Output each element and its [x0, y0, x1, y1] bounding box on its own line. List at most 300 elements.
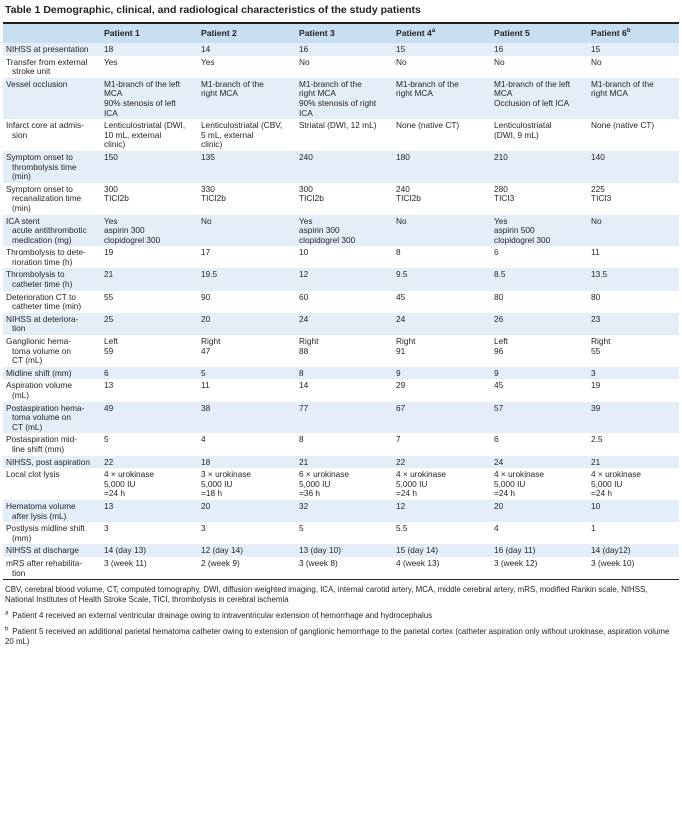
cell-line: 21: [104, 269, 114, 280]
table-cell: [491, 544, 588, 557]
row-label: [3, 246, 101, 268]
cell-line: 12: [396, 500, 406, 511]
row-label: [3, 268, 101, 290]
table-cell: [588, 246, 679, 268]
row-label: [3, 313, 101, 335]
cell-line: right MCA: [591, 88, 628, 99]
row-label: [3, 456, 101, 469]
cell-line: No: [299, 56, 310, 67]
cell-line: 240: [396, 183, 410, 194]
cell-line: 4 × urokinase: [494, 469, 545, 480]
table-bottom-rule: [3, 579, 679, 580]
table-cell: [296, 215, 393, 247]
row-label: [3, 522, 101, 544]
row-label-line: Postlysis midline shift: [6, 523, 85, 534]
cell-line: 6: [494, 247, 499, 258]
table-cell: [393, 456, 491, 469]
cell-line: Left: [104, 336, 118, 347]
cell-line: M1-branch of the left: [104, 78, 181, 89]
cell-line: 22: [396, 456, 406, 467]
footnote-marker: a: [431, 27, 436, 34]
table-cell: [393, 119, 491, 151]
cell-line: MCA: [494, 88, 513, 99]
table-cell: [101, 313, 198, 335]
table-cell: [588, 119, 679, 151]
cell-line: 225: [591, 183, 605, 194]
header-label: Patient 6: [591, 27, 627, 38]
table-cell: [491, 500, 588, 522]
table-cell: [491, 402, 588, 434]
cell-line: 19.5: [201, 269, 218, 280]
table-row: [3, 268, 679, 290]
cell-line: 9: [494, 367, 499, 378]
table-cell: [296, 379, 393, 401]
row-label-line: tion: [12, 323, 26, 334]
cell-line: None (native CT): [396, 120, 460, 131]
footnote-text: Patient 5 received an additional parietal hematoma catheter owing to extension of ganglionic hemorrhage to the parietal cortex (catheter aspiration only without urokinase, aspiration volume 20 mL): [5, 627, 670, 646]
row-label: [3, 78, 101, 119]
cell-line: 15 (day 14): [396, 545, 438, 556]
cell-line: 140: [591, 151, 605, 162]
cell-line: 13: [104, 380, 114, 391]
cell-line: =24 h: [104, 488, 125, 499]
footnote: [5, 611, 677, 621]
table-cell: [491, 268, 588, 290]
row-label-line: medication (mg): [12, 234, 72, 245]
table-title: Table 1 Demographic, clinical, and radiological characteristics of the study patients: [5, 4, 421, 16]
cell-line: Yes: [104, 215, 118, 226]
cell-line: 8.5: [494, 269, 506, 280]
table-cell: [393, 313, 491, 335]
table-row: [3, 367, 679, 380]
table-row: [3, 215, 679, 247]
table-cell: [491, 151, 588, 183]
table-cell: [491, 183, 588, 215]
table-cell: [198, 402, 296, 434]
row-label-line: catheter time (min): [12, 301, 82, 312]
row-label: [3, 433, 101, 455]
cell-line: Yes: [104, 56, 118, 67]
cell-line: 8: [396, 247, 401, 258]
table-cell: [198, 335, 296, 367]
table-cell: [198, 78, 296, 119]
cell-line: 21: [591, 456, 601, 467]
table-cell: [588, 433, 679, 455]
table-cell: [198, 313, 296, 335]
cell-line: 5: [299, 523, 304, 534]
header-patient-5: [491, 24, 588, 43]
table-cell: [296, 367, 393, 380]
table-cell: [296, 522, 393, 544]
table-cell: [393, 433, 491, 455]
row-label-line: Aspiration volume: [6, 380, 72, 391]
row-label-line: mRS after rehabilita-: [6, 557, 83, 568]
cell-line: 4 (week 13): [396, 557, 440, 568]
table-row: [3, 500, 679, 522]
table-cell: [393, 291, 491, 313]
cell-line: 8: [299, 367, 304, 378]
table-cell: [296, 119, 393, 151]
row-label: [3, 367, 101, 380]
table-cell: [198, 56, 296, 78]
header-label: Patient 2: [201, 27, 237, 38]
cell-line: right MCA: [299, 88, 336, 99]
footnote-text: Patient 4 received an external ventricular drainage owing to intraventricular extension of hemorrhage and hydrocephalus: [12, 611, 433, 620]
row-label-line: Hematoma volume: [6, 500, 76, 511]
table-cell: [198, 379, 296, 401]
table-cell: [296, 246, 393, 268]
cell-line: 47: [201, 345, 211, 356]
table-cell: [198, 43, 296, 56]
cell-line: clopidogrel 300: [494, 234, 551, 245]
row-label: [3, 557, 101, 579]
table-cell: [393, 402, 491, 434]
table-cell: [588, 379, 679, 401]
cell-line: TICI3: [591, 193, 612, 204]
cell-line: 60: [299, 291, 309, 302]
cell-line: No: [396, 56, 407, 67]
cell-line: 5: [201, 367, 206, 378]
table-cell: [296, 433, 393, 455]
row-label-line: after lysis (mL): [12, 510, 67, 521]
cell-line: clinic): [201, 139, 223, 150]
table-cell: [101, 151, 198, 183]
cell-line: Lenticulostriatal (CBV,: [201, 120, 283, 131]
cell-line: 3 (week 11): [104, 557, 147, 568]
abbreviations-note: CBV, cerebral blood volume, CT, computed tomography, DWI, diffusion weighted imaging, ICA, internal carotid artery, MCA, middle cerebral artery, mRS, modified Rankin scale, NIHSS, National Institutes of Health Stroke Scale, TICI, thrombolysis in cerebral ischemia: [5, 585, 648, 604]
table-cell: [296, 268, 393, 290]
row-label-line: NIHSS, post aspiration: [6, 456, 90, 467]
cell-line: 5,000 IU: [494, 478, 526, 489]
table-cell: [296, 500, 393, 522]
cell-line: 23: [591, 313, 601, 324]
table-cell: [588, 78, 679, 119]
table-cell: [588, 215, 679, 247]
cell-line: (DWI, 9 mL): [494, 129, 539, 140]
cell-line: 3: [591, 367, 596, 378]
header-patient-1: [101, 24, 198, 43]
cell-line: 18: [104, 44, 114, 54]
cell-line: No: [201, 215, 212, 226]
row-label: [3, 335, 101, 367]
table-cell: [588, 522, 679, 544]
cell-line: Striatal (DWI, 12 mL): [299, 120, 377, 131]
cell-line: 3 × urokinase: [201, 469, 252, 480]
row-label: [3, 215, 101, 247]
cell-line: 12: [299, 269, 309, 280]
table-cell: [393, 468, 491, 500]
cell-line: 57: [494, 402, 504, 413]
row-label-line: Transfer from external: [6, 56, 88, 67]
cell-line: 32: [299, 500, 309, 511]
row-label: [3, 379, 101, 401]
cell-line: 88: [299, 345, 309, 356]
row-label-line: Vessel occlusion: [6, 78, 68, 89]
cell-line: right MCA: [396, 88, 433, 99]
cell-line: 1: [591, 523, 596, 534]
cell-line: right MCA: [201, 88, 238, 99]
cell-line: 300: [104, 183, 118, 194]
table-cell: [101, 56, 198, 78]
table-cell: [491, 379, 588, 401]
table-row: [3, 151, 679, 183]
table-cell: [101, 402, 198, 434]
cell-line: 4 × urokinase: [104, 469, 155, 480]
table-cell: [101, 379, 198, 401]
table-cell: [101, 468, 198, 500]
footnote-marker: b: [626, 27, 631, 34]
table-row: [3, 433, 679, 455]
cell-line: 16 (day 11): [494, 545, 536, 556]
cell-line: =24 h: [396, 488, 417, 499]
cell-line: 90% stenosis of right: [299, 97, 377, 108]
row-label-line: Infarct core at admis-: [6, 120, 84, 131]
cell-line: 8: [299, 434, 304, 445]
cell-line: 24: [299, 313, 309, 324]
table-cell: [198, 433, 296, 455]
cell-line: 20: [201, 500, 211, 511]
cell-line: 5: [104, 434, 109, 445]
cell-line: 4: [494, 523, 499, 534]
cell-line: =24 h: [591, 488, 612, 499]
cell-line: 55: [104, 291, 114, 302]
cell-line: M1-branch of the: [396, 78, 459, 89]
table-cell: [296, 313, 393, 335]
row-label: [3, 183, 101, 215]
cell-line: M1-branch of the: [201, 78, 264, 89]
cell-line: 5,000 IU: [299, 478, 331, 489]
table-cell: [198, 544, 296, 557]
cell-line: 14 (day12): [591, 545, 631, 556]
row-label-line: line shift (mm): [12, 443, 65, 454]
row-label-line: Local clot lysis: [6, 469, 60, 480]
cell-line: 49: [104, 402, 114, 413]
table-cell: [198, 183, 296, 215]
row-label-line: NIHSS at discharge: [6, 545, 79, 556]
cell-line: 45: [494, 380, 504, 391]
cell-line: 9: [396, 367, 401, 378]
row-label-line: acute antithrombotic: [12, 225, 87, 236]
table-cell: [101, 268, 198, 290]
cell-line: Right: [591, 336, 611, 347]
table-row: [3, 183, 679, 215]
table-cell: [393, 215, 491, 247]
row-label-line: (mL): [12, 390, 30, 400]
cell-line: 13 (day 10): [299, 545, 341, 556]
cell-line: 10 mL, external: [104, 129, 162, 140]
table-cell: [198, 367, 296, 380]
cell-line: Lenticulostriatal: [494, 120, 552, 131]
header-label: Patient 5: [494, 27, 530, 38]
table-cell: [296, 78, 393, 119]
table-row: [3, 544, 679, 557]
table-header-row: [3, 24, 679, 43]
row-label-line: toma volume on: [12, 412, 72, 423]
row-label: [3, 500, 101, 522]
footnote-marker: a: [5, 610, 9, 617]
cell-line: 26: [494, 313, 504, 324]
cell-line: M1-branch of the left: [494, 78, 571, 89]
table-row: [3, 456, 679, 469]
table-cell: [588, 500, 679, 522]
table-cell: [101, 500, 198, 522]
cell-line: 5.5: [396, 523, 408, 534]
cell-line: 3: [104, 523, 109, 534]
table-cell: [198, 291, 296, 313]
cell-line: Right: [396, 336, 416, 347]
cell-line: 11: [591, 247, 600, 258]
table-cell: [491, 468, 588, 500]
table-cell: [198, 500, 296, 522]
table-cell: [198, 557, 296, 579]
table-cell: [296, 544, 393, 557]
table-cell: [296, 456, 393, 469]
table-cell: [393, 544, 491, 557]
cell-line: 59: [104, 345, 114, 356]
cell-line: TICI3: [494, 193, 515, 204]
cell-line: 45: [396, 291, 406, 302]
table-cell: [296, 468, 393, 500]
cell-line: 39: [591, 402, 601, 413]
cell-line: 3: [201, 523, 206, 534]
table-cell: [296, 291, 393, 313]
table-cell: [393, 522, 491, 544]
cell-line: TICI2b: [104, 193, 129, 204]
table-cell: [101, 335, 198, 367]
cell-line: 3 (week 10): [591, 557, 635, 568]
table-row: [3, 78, 679, 119]
cell-line: 80: [591, 291, 601, 302]
row-label-line: tion: [12, 567, 26, 578]
header-label: Patient 4: [396, 27, 432, 38]
row-label-line: Symptom onset to: [6, 183, 73, 194]
row-label: [3, 43, 101, 56]
row-label-line: Midline shift (mm): [6, 367, 72, 378]
cell-line: No: [396, 215, 407, 226]
cell-line: 25: [104, 313, 114, 324]
cell-line: clinic): [104, 139, 126, 150]
cell-line: 13.5: [591, 269, 608, 280]
table-cell: [588, 56, 679, 78]
table-cell: [588, 313, 679, 335]
table-row: [3, 335, 679, 367]
row-label-line: rioration time (h): [12, 256, 73, 267]
table-cell: [588, 456, 679, 469]
cell-line: No: [494, 56, 505, 67]
table-cell: [101, 183, 198, 215]
table-row: [3, 291, 679, 313]
row-label-line: NIHSS at presentation: [6, 44, 89, 54]
cell-line: 19: [591, 380, 601, 391]
cell-line: 91: [396, 345, 406, 356]
cell-line: M1-branch of the: [591, 78, 654, 89]
cell-line: 15: [591, 44, 601, 54]
row-label: [3, 468, 101, 500]
table-cell: [393, 183, 491, 215]
table-row: [3, 379, 679, 401]
table-cell: [491, 433, 588, 455]
cell-line: 22: [104, 456, 114, 467]
cell-line: Left: [494, 336, 508, 347]
footnote-marker: b: [5, 626, 9, 633]
table-cell: [101, 43, 198, 56]
row-label: [3, 56, 101, 78]
table-cell: [296, 402, 393, 434]
cell-line: 5,000 IU: [396, 478, 428, 489]
table-cell: [101, 291, 198, 313]
table-cell: [393, 43, 491, 56]
header-label: Patient 3: [299, 27, 335, 38]
table-cell: [101, 456, 198, 469]
row-label-line: Postaspiration hema-: [6, 402, 85, 413]
cell-line: 67: [396, 402, 406, 413]
cell-line: 13: [104, 500, 114, 511]
cell-line: 7: [396, 434, 401, 445]
table-cell: [296, 43, 393, 56]
table-row: [3, 43, 679, 56]
cell-line: 90% stenosis of left: [104, 97, 176, 108]
table-cell: [491, 456, 588, 469]
table-cell: [101, 367, 198, 380]
cell-line: 3 (week 8): [299, 557, 338, 568]
row-label: [3, 119, 101, 151]
cell-line: 2 (week 9): [201, 557, 240, 568]
cell-line: 20: [494, 500, 504, 511]
row-label-line: recanalization time: [12, 193, 82, 204]
cell-line: Right: [201, 336, 221, 347]
cell-line: 11: [201, 380, 210, 391]
cell-line: =24 h: [494, 488, 515, 499]
cell-line: 20: [201, 313, 211, 324]
row-label: [3, 402, 101, 434]
table-row: [3, 56, 679, 78]
row-label-line: Thrombolysis to: [6, 269, 65, 280]
cell-line: Lenticulostriatal (DWI,: [104, 120, 186, 131]
cell-line: aspirin 300: [104, 225, 145, 236]
table-cell: [101, 544, 198, 557]
cell-line: TICI2b: [299, 193, 324, 204]
table-cell: [588, 151, 679, 183]
row-label-line: Ganglionic hema-: [6, 336, 72, 347]
table-cell: [588, 291, 679, 313]
row-label-line: sion: [12, 129, 28, 140]
row-label: [3, 291, 101, 313]
cell-line: 17: [201, 247, 211, 258]
cell-line: Yes: [494, 215, 508, 226]
cell-line: 18: [201, 456, 211, 467]
cell-line: 16: [299, 44, 309, 54]
cell-line: 24: [494, 456, 504, 467]
cell-line: Right: [299, 336, 319, 347]
row-label: [3, 544, 101, 557]
cell-line: 10: [299, 247, 309, 258]
cell-line: 80: [494, 291, 504, 302]
table-cell: [491, 43, 588, 56]
cell-line: 29: [396, 380, 406, 391]
table-row: [3, 119, 679, 151]
characteristics-table: [3, 24, 679, 579]
cell-line: ICA: [104, 107, 118, 118]
table-cell: [491, 291, 588, 313]
table-cell: [393, 151, 491, 183]
header-label: Patient 1: [104, 27, 140, 38]
table-cell: [296, 183, 393, 215]
cell-line: 14 (day 13): [104, 545, 146, 556]
cell-line: TICI2b: [201, 193, 226, 204]
cell-line: 280: [494, 183, 508, 194]
cell-line: 55: [591, 345, 601, 356]
table-cell: [588, 335, 679, 367]
